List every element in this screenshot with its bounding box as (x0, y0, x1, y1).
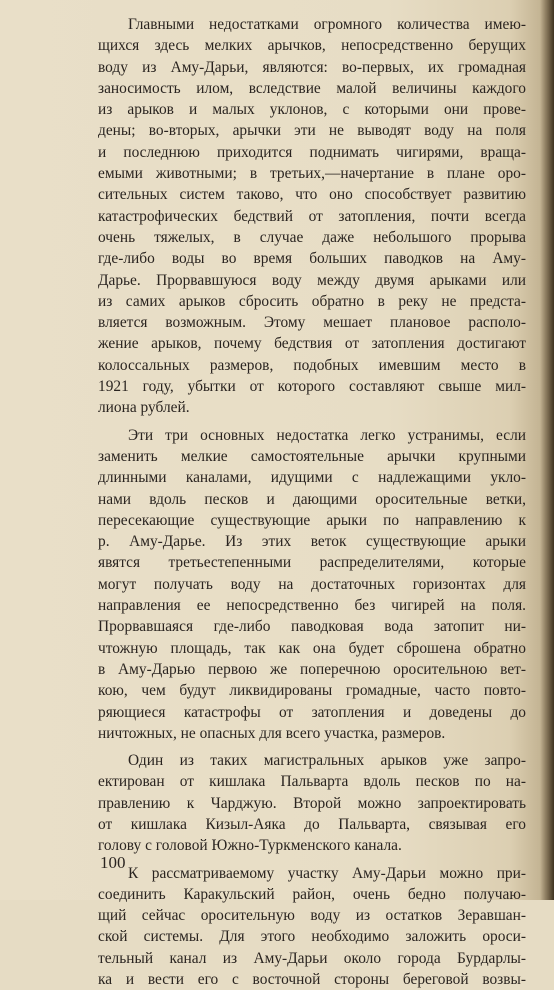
text-line: правлению к Чарджую. Второй можно запроектировать (98, 794, 526, 812)
text-line: жение арыков, почему бедствия от затопления достигают (98, 335, 526, 353)
text-line: могут получать воду на достаточных горизонтах для (98, 575, 526, 593)
page-number: 100 (100, 853, 126, 872)
body-text (98, 14, 526, 990)
paragraph-2 (98, 425, 526, 744)
text-line: заменить мелкие самостоятельные арычки крупными (98, 447, 526, 465)
text-line: ничтожных, не опасных для всего участка, размеров. (98, 724, 446, 742)
text-line: воду из Аму-Дарьи, являются: во-первых, их громадная (98, 58, 526, 76)
text-line: Эти три основных недостатка легко устранимы, если (128, 426, 526, 444)
text-line: 1921 году, убытки от которого составляют свыше мил- (98, 378, 526, 396)
text-line: очень тяжелых, в случае даже небольшого прорыва (98, 228, 526, 246)
text-line: ряющиеся катастрофы от затопления и доведены до (98, 703, 526, 721)
text-line: дены; во-вторых, арычки эти не выводят воду на поля (98, 122, 526, 140)
text-line: ка и вести его с восточной стороны береговой возвы- (98, 971, 526, 989)
text-line: кою, чем будут ликвидированы громадные, часто повто- (98, 682, 526, 700)
text-line: от кишлака Кизыл-Аяка до Пальварта, связывая его (98, 815, 526, 833)
text-line: щий сейчас оросительную воду из остатков Зеравшан- (98, 907, 526, 925)
text-line: голову с головой Южно-Туркменского канала. (98, 837, 402, 855)
text-line: из самих арыков сбросить обратно в реку не предста- (98, 292, 526, 310)
text-line: где-либо воды во время больших паводков на Аму- (98, 250, 526, 268)
text-line: катастрофических бедствий от затопления, почти всегда (98, 207, 526, 225)
text-line: Один из таких магистральных арыков уже запро- (128, 752, 526, 770)
text-line: и последнюю приходится поднимать чигирями, враща- (98, 143, 526, 161)
text-line: чтожную площадь, так как она будет сброшена обратно (98, 639, 526, 657)
text-line: емыми животными; в третьих,—начертание в плане оро- (98, 165, 526, 183)
text-line: К рассматриваемому участку Аму-Дарьи можно при- (128, 864, 526, 882)
text-line: нами вдоль песков и дающими оросительные ветки, (98, 490, 526, 508)
text-line: сительных систем таково, что оно способствует развитию (98, 186, 526, 204)
paragraph-4 (98, 863, 526, 990)
text-line: лиона рублей. (98, 399, 190, 417)
text-line: ской системы. Для этого необходимо заложить ороси- (98, 928, 526, 946)
text-line: из арыков и малых уклонов, с которыми они прове- (98, 101, 526, 119)
text-line: направления ее непосредственно без чигирей на поля. (98, 597, 526, 615)
page-edge-shadow (540, 0, 554, 900)
paragraph-1 (98, 14, 526, 419)
text-line: Дарье. Прорвавшуюся воду между двумя арыками или (98, 271, 526, 289)
paragraph-3 (98, 750, 526, 856)
text-line: заносимость илом, вследствие малой величины каждого (98, 79, 526, 97)
text-line: явятся третьестепенными распределителями, которые (98, 554, 526, 572)
text-line: Прорвавшаяся где-либо паводковая вода затопит ни- (98, 618, 526, 636)
text-line: пересекающие существующие арыки по направлению к (98, 511, 526, 529)
text-line: р. Аму-Дарье. Из этих веток существующие арыки (98, 533, 526, 551)
text-line: длинными каналами, идущими с надлежащими укло- (98, 469, 526, 487)
text-line: Главными недостатками огромного количества имею- (128, 16, 526, 33)
text-line: в Аму-Дарью первою же поперечною оросительною вет- (98, 660, 526, 678)
text-line: ектирован от кишлака Пальварта вдоль песков по на- (98, 773, 526, 791)
text-line: вляется возможным. Этому мешает плановое располо- (98, 314, 526, 332)
text-line: тельный канал из Аму-Дарьи около города Бурдарлы- (98, 949, 526, 967)
text-line: соединить Каракульский район, очень бедно получаю- (98, 885, 526, 903)
text-line: щихся здесь мелких арычков, непосредственно берущих (98, 37, 526, 55)
text-line: колоссальных размеров, подобных имевшим место в (98, 356, 526, 374)
